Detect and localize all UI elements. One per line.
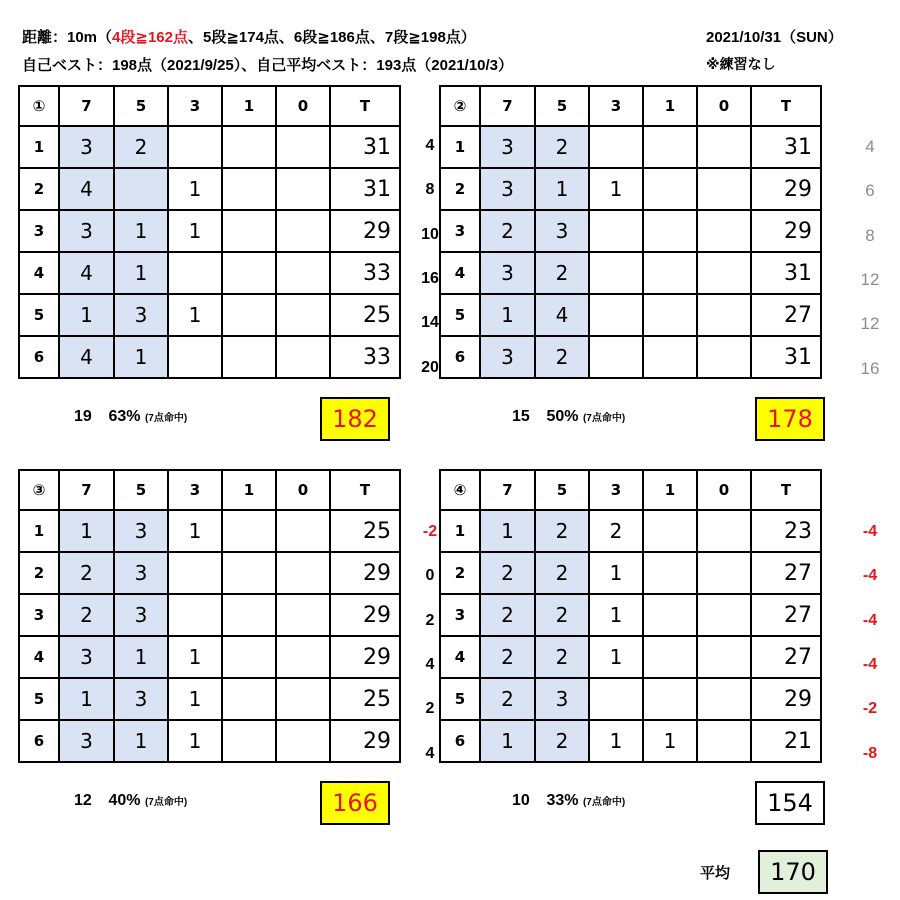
cell-1 (222, 636, 276, 678)
row-number: 2 (440, 168, 480, 210)
row-number: 4 (440, 252, 480, 294)
cell-total: 27 (751, 594, 821, 636)
cell-7: 2 (480, 552, 535, 594)
cell-5: 1 (114, 720, 168, 762)
cell-1 (222, 294, 276, 336)
cell-5: 1 (114, 636, 168, 678)
cell-3: 1 (589, 720, 643, 762)
cell-5: 3 (535, 210, 589, 252)
row-number: 2 (19, 168, 59, 210)
table-row (440, 294, 821, 336)
cell-total: 27 (751, 636, 821, 678)
cell-0 (276, 720, 330, 762)
cell-7: 3 (480, 126, 535, 168)
cell-3: 1 (168, 636, 222, 678)
cell-3: 2 (589, 510, 643, 552)
cell-1 (222, 720, 276, 762)
round-label: ④ (440, 470, 480, 510)
cell-1 (643, 210, 697, 252)
cell-1 (643, 552, 697, 594)
cell-5: 2 (535, 510, 589, 552)
cell-total: 29 (751, 210, 821, 252)
cell-total: 27 (751, 294, 821, 336)
cell-7: 2 (480, 636, 535, 678)
col-0: 0 (276, 470, 330, 510)
cell-1 (643, 678, 697, 720)
table-row (19, 252, 400, 294)
hit-count: 15 (512, 408, 530, 425)
side-value: 8 (865, 226, 875, 245)
table-row (19, 594, 400, 636)
cell-5: 2 (114, 126, 168, 168)
col-0: 0 (697, 470, 751, 510)
cell-7: 4 (59, 336, 114, 378)
row-number: 5 (440, 678, 480, 720)
cell-7: 3 (59, 126, 114, 168)
round-4-stats (512, 792, 625, 810)
col-1: 1 (222, 470, 276, 510)
round-label: ② (440, 86, 480, 126)
col-3: 3 (168, 470, 222, 510)
cell-5: 2 (535, 336, 589, 378)
cell-1 (643, 510, 697, 552)
side-value: -2 (422, 523, 438, 540)
table-row (19, 126, 400, 168)
cell-7: 3 (480, 252, 535, 294)
cell-3 (168, 594, 222, 636)
cell-1 (222, 126, 276, 168)
distance-line (22, 26, 476, 47)
table-row (19, 636, 400, 678)
cell-5: 2 (535, 126, 589, 168)
cell-7: 1 (480, 294, 535, 336)
cell-3: 1 (589, 168, 643, 210)
side-value: -4 (862, 656, 878, 673)
cell-0 (697, 678, 751, 720)
col-1: 1 (643, 470, 697, 510)
col-0: 0 (697, 86, 751, 126)
hit-note: (7点命中) (144, 413, 188, 424)
col-7: 7 (59, 86, 114, 126)
table-row (440, 678, 821, 720)
cell-3: 1 (168, 168, 222, 210)
side-value: 20 (421, 359, 439, 376)
cell-total: 25 (330, 294, 400, 336)
table-row (19, 552, 400, 594)
side-value: 2 (425, 612, 435, 629)
cell-5: 3 (114, 594, 168, 636)
row-number: 5 (440, 294, 480, 336)
side-value: 4 (865, 137, 875, 156)
cell-total: 29 (751, 678, 821, 720)
cell-total: 31 (751, 336, 821, 378)
cell-3: 1 (168, 678, 222, 720)
table-row (19, 210, 400, 252)
side-value: -8 (862, 745, 878, 762)
cell-total: 29 (751, 168, 821, 210)
cell-total: 25 (330, 678, 400, 720)
cell-1 (222, 336, 276, 378)
hit-count: 10 (512, 792, 530, 809)
cell-total: 31 (751, 126, 821, 168)
cell-0 (276, 252, 330, 294)
row-number: 6 (19, 336, 59, 378)
round-2-total: 178 (755, 397, 825, 441)
cell-7: 1 (480, 720, 535, 762)
cell-3: 1 (589, 552, 643, 594)
cell-7: 2 (480, 678, 535, 720)
cell-7: 4 (59, 252, 114, 294)
table-row (19, 720, 400, 762)
row-number: 3 (440, 594, 480, 636)
header-row (440, 86, 821, 126)
side-value: 12 (860, 270, 880, 289)
cell-5: 2 (535, 636, 589, 678)
rank-thresholds: 、5段≧174点、6段≧186点、7段≧198点） (187, 29, 476, 46)
col-1: 1 (643, 86, 697, 126)
cell-3 (589, 210, 643, 252)
side-value: 4 (425, 137, 435, 154)
cell-1 (643, 252, 697, 294)
side-value: -4 (862, 567, 878, 584)
cell-1 (643, 636, 697, 678)
cell-total: 29 (330, 720, 400, 762)
cell-3: 1 (168, 720, 222, 762)
round-3-stats (74, 792, 187, 810)
row-number: 4 (19, 636, 59, 678)
cell-0 (276, 336, 330, 378)
table-row (19, 510, 400, 552)
cell-5 (114, 168, 168, 210)
personal-best-line: 自己ベスト：198点（2021/9/25）、自己平均ベスト：193点（2021/10/3） (22, 57, 514, 74)
round-3-total: 166 (320, 781, 390, 825)
cell-1 (643, 294, 697, 336)
cell-3: 1 (168, 294, 222, 336)
cell-total: 33 (330, 252, 400, 294)
cell-0 (697, 336, 751, 378)
cell-3: 1 (589, 594, 643, 636)
table-row (19, 168, 400, 210)
cell-total: 23 (751, 510, 821, 552)
header-row (19, 86, 400, 126)
cell-0 (697, 552, 751, 594)
cell-3 (168, 252, 222, 294)
cell-5: 2 (535, 552, 589, 594)
side-value: 12 (860, 314, 880, 333)
cell-7: 2 (59, 594, 114, 636)
cell-total: 29 (330, 636, 400, 678)
side-value: 16 (421, 270, 439, 287)
cell-3 (589, 126, 643, 168)
table-row (440, 720, 821, 762)
table-row (440, 510, 821, 552)
cell-0 (697, 294, 751, 336)
cell-0 (276, 552, 330, 594)
row-number: 1 (440, 510, 480, 552)
round-2-stats (512, 408, 625, 426)
side-value: 6 (865, 181, 875, 200)
cell-5: 3 (114, 510, 168, 552)
side-value: 16 (860, 359, 880, 378)
cell-3 (168, 336, 222, 378)
cell-5: 1 (114, 252, 168, 294)
hit-count: 19 (74, 408, 92, 425)
cell-1 (222, 678, 276, 720)
col-3: 3 (168, 86, 222, 126)
cell-total: 29 (330, 594, 400, 636)
col-total: T (330, 86, 400, 126)
cell-0 (276, 510, 330, 552)
table-row (440, 336, 821, 378)
cell-1 (222, 594, 276, 636)
round-1-total: 182 (320, 397, 390, 441)
cell-7: 1 (480, 510, 535, 552)
col-1: 1 (222, 86, 276, 126)
hit-note: (7点命中) (582, 797, 626, 808)
col-7: 7 (480, 86, 535, 126)
cell-1 (643, 336, 697, 378)
row-number: 1 (440, 126, 480, 168)
cell-total: 31 (330, 168, 400, 210)
hit-percent: 63% (108, 408, 141, 425)
cell-7: 2 (480, 594, 535, 636)
cell-total: 27 (751, 552, 821, 594)
cell-total: 21 (751, 720, 821, 762)
col-0: 0 (276, 86, 330, 126)
cell-total: 25 (330, 510, 400, 552)
hit-note: (7点命中) (582, 413, 626, 424)
cell-1 (222, 252, 276, 294)
row-number: 2 (440, 552, 480, 594)
table-row (440, 552, 821, 594)
cell-7: 3 (480, 168, 535, 210)
cell-total: 31 (751, 252, 821, 294)
table-row (19, 336, 400, 378)
cell-total: 31 (330, 126, 400, 168)
average-value: 170 (758, 850, 828, 894)
col-total: T (751, 470, 821, 510)
cell-0 (697, 510, 751, 552)
cell-1 (222, 510, 276, 552)
cell-1 (222, 168, 276, 210)
cell-0 (276, 126, 330, 168)
table-row (440, 210, 821, 252)
cell-1 (643, 168, 697, 210)
cell-7: 3 (59, 210, 114, 252)
cell-3: 1 (168, 510, 222, 552)
row-number: 3 (19, 594, 59, 636)
row-number: 6 (440, 720, 480, 762)
hit-count: 12 (74, 792, 92, 809)
col-total: T (751, 86, 821, 126)
cell-0 (276, 636, 330, 678)
cell-3 (168, 126, 222, 168)
cell-0 (276, 294, 330, 336)
cell-7: 4 (59, 168, 114, 210)
cell-0 (276, 678, 330, 720)
cell-total: 29 (330, 210, 400, 252)
cell-3 (589, 294, 643, 336)
side-value: -4 (862, 523, 878, 540)
cell-5: 3 (535, 678, 589, 720)
round-4-total: 154 (755, 781, 825, 825)
hit-note: (7点命中) (144, 797, 188, 808)
cell-0 (276, 594, 330, 636)
cell-1: 1 (643, 720, 697, 762)
cell-7: 1 (59, 510, 114, 552)
cell-5: 1 (114, 336, 168, 378)
col-5: 5 (535, 86, 589, 126)
scorecard-round-2 (439, 85, 822, 379)
col-5: 5 (535, 470, 589, 510)
row-number: 2 (19, 552, 59, 594)
cell-3: 1 (589, 636, 643, 678)
cell-7: 3 (59, 720, 114, 762)
cell-7: 2 (59, 552, 114, 594)
cell-5: 3 (114, 552, 168, 594)
cell-7: 3 (59, 636, 114, 678)
cell-5: 2 (535, 252, 589, 294)
table-row (440, 636, 821, 678)
hit-percent: 50% (546, 408, 579, 425)
row-number: 1 (19, 126, 59, 168)
cell-5: 4 (535, 294, 589, 336)
row-number: 4 (440, 636, 480, 678)
row-number: 5 (19, 678, 59, 720)
cell-7: 1 (59, 294, 114, 336)
round-label: ③ (19, 470, 59, 510)
cell-0 (697, 168, 751, 210)
cell-1 (643, 594, 697, 636)
side-value: 10 (421, 226, 439, 243)
rank-4-threshold: 4段≧162点 (112, 29, 188, 46)
table-row (19, 294, 400, 336)
cell-5: 3 (114, 294, 168, 336)
table-row (19, 678, 400, 720)
side-value: 4 (425, 745, 435, 762)
row-number: 1 (19, 510, 59, 552)
round-1-stats (74, 408, 187, 426)
col-7: 7 (59, 470, 114, 510)
side-value: -2 (862, 700, 878, 717)
distance-label: 距離：10m（ (22, 29, 113, 46)
col-7: 7 (480, 470, 535, 510)
header-row (19, 470, 400, 510)
cell-7: 1 (59, 678, 114, 720)
col-total: T (330, 470, 400, 510)
cell-0 (697, 210, 751, 252)
table-row (440, 168, 821, 210)
cell-1 (222, 552, 276, 594)
scorecard-round-1 (18, 85, 401, 379)
col-3: 3 (589, 470, 643, 510)
side-value: -4 (862, 612, 878, 629)
header-row (440, 470, 821, 510)
col-5: 5 (114, 86, 168, 126)
cell-total: 33 (330, 336, 400, 378)
scorecard-round-3 (18, 469, 401, 763)
cell-5: 1 (535, 168, 589, 210)
hit-percent: 40% (108, 792, 141, 809)
table-row (440, 252, 821, 294)
table-row (440, 126, 821, 168)
cell-3 (589, 252, 643, 294)
col-3: 3 (589, 86, 643, 126)
note: ※練習なし (706, 56, 776, 72)
cell-7: 3 (480, 336, 535, 378)
row-number: 6 (19, 720, 59, 762)
round-label: ① (19, 86, 59, 126)
col-5: 5 (114, 470, 168, 510)
cell-5: 2 (535, 594, 589, 636)
cell-0 (276, 168, 330, 210)
cell-0 (697, 720, 751, 762)
cell-5: 3 (114, 678, 168, 720)
date: 2021/10/31（SUN） (706, 29, 843, 46)
cell-0 (697, 594, 751, 636)
side-value: 2 (425, 700, 435, 717)
cell-1 (643, 126, 697, 168)
cell-total: 29 (330, 552, 400, 594)
side-value: 14 (421, 314, 439, 331)
cell-3 (168, 552, 222, 594)
cell-0 (276, 210, 330, 252)
hit-percent: 33% (546, 792, 579, 809)
cell-0 (697, 126, 751, 168)
row-number: 4 (19, 252, 59, 294)
cell-0 (697, 636, 751, 678)
cell-5: 2 (535, 720, 589, 762)
cell-3: 1 (168, 210, 222, 252)
row-number: 3 (440, 210, 480, 252)
cell-1 (222, 210, 276, 252)
cell-0 (697, 252, 751, 294)
table-row (440, 594, 821, 636)
scorecard-round-4 (439, 469, 822, 763)
row-number: 5 (19, 294, 59, 336)
row-number: 3 (19, 210, 59, 252)
cell-3 (589, 678, 643, 720)
cell-7: 2 (480, 210, 535, 252)
cell-3 (589, 336, 643, 378)
side-value: 8 (425, 181, 435, 198)
average-label: 平均 (700, 865, 731, 882)
side-value: 0 (425, 567, 435, 584)
side-value: 4 (425, 656, 435, 673)
row-number: 6 (440, 336, 480, 378)
cell-5: 1 (114, 210, 168, 252)
